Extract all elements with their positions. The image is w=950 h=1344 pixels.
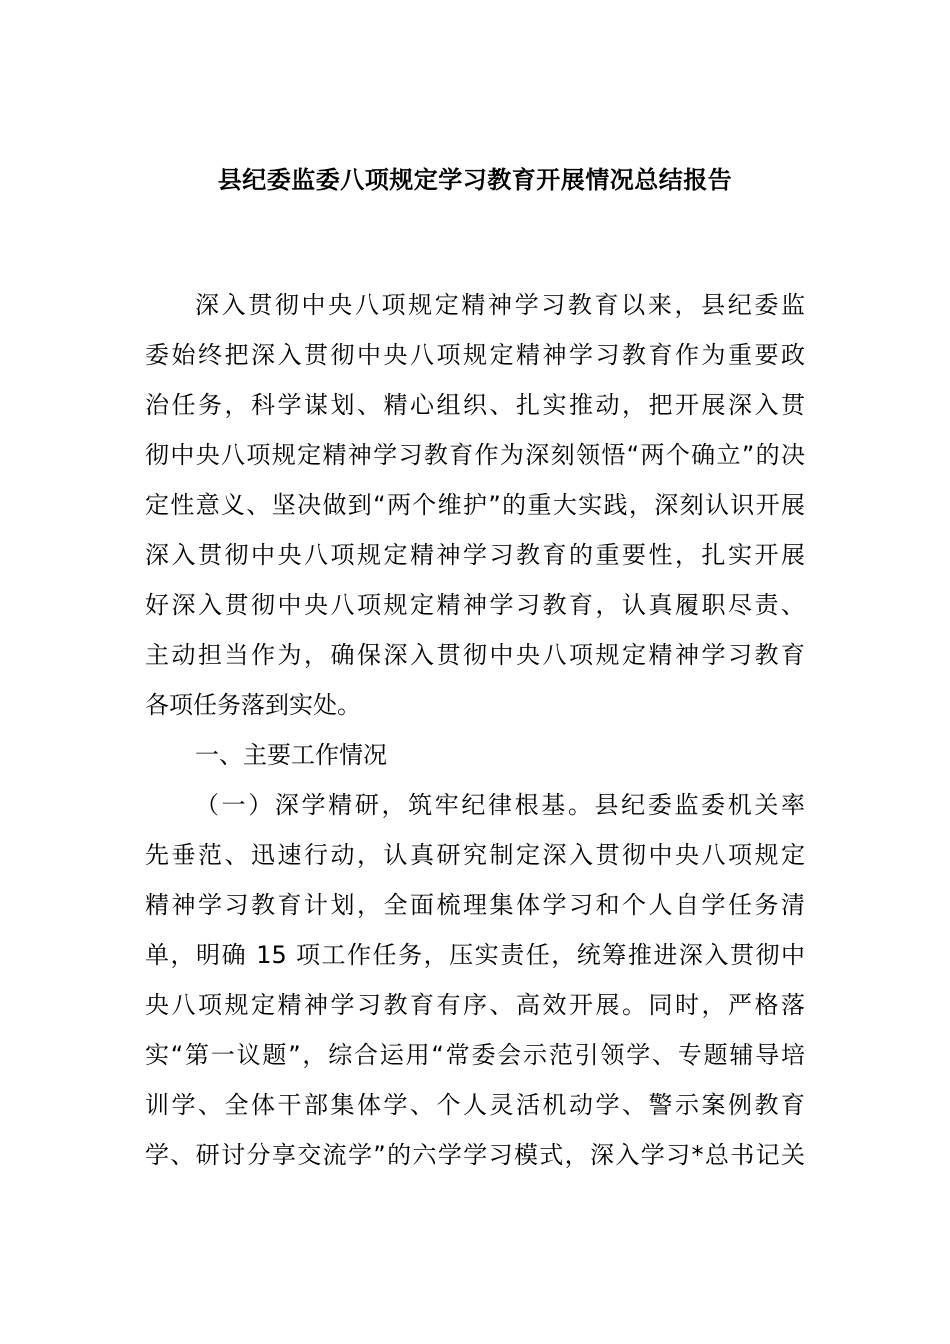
document-body (145, 280, 805, 1180)
intro-paragraph (145, 280, 805, 730)
paragraph-line: 治任务，科学谋划、精心组织、扎实推动，把开展深入贯 (145, 391, 805, 419)
paragraph-line: 深入贯彻中央八项规定精神学习教育以来，县纪委监 (195, 291, 805, 319)
paragraph-line: 先垂范、迅速行动，认真研究制定深入贯彻中央八项规定 (145, 841, 805, 869)
paragraph-line: 学、研讨分享交流学”的六学学习模式，深入学习*总书记关 (145, 1141, 805, 1169)
paragraph-line: 委始终把深入贯彻中央八项规定精神学习教育作为重要政 (145, 341, 805, 369)
paragraph-line: 训学、全体干部集体学、个人灵活机动学、警示案例教育 (145, 1091, 805, 1119)
paragraph-line: 彻中央八项规定精神学习教育作为深刻领悟“两个确立”的决 (145, 441, 805, 469)
section1-paragraph (145, 780, 805, 1180)
document-title: 县纪委监委八项规定学习教育开展情况总结报告 (217, 166, 733, 194)
paragraph-line: 单，明确 15 项工作任务，压实责任，统筹推进深入贯彻中 (145, 941, 805, 969)
paragraph-line: 央八项规定精神学习教育有序、高效开展。同时，严格落 (145, 991, 805, 1019)
paragraph-line: 定性意义、坚决做到“两个维护”的重大实践，深刻认识开展 (145, 491, 805, 519)
paragraph-line: 主动担当作为，确保深入贯彻中央八项规定精神学习教育 (145, 641, 805, 669)
paragraph-line: 深入贯彻中央八项规定精神学习教育的重要性，扎实开展 (145, 541, 805, 569)
paragraph-line: 精神学习教育计划，全面梳理集体学习和个人自学任务清 (145, 891, 805, 919)
paragraph-line: （一）深学精研，筑牢纪律根基。县纪委监委机关率 (195, 791, 805, 819)
section-heading: 一、主要工作情况 (195, 741, 387, 769)
paragraph-line: 各项任务落到实处。 (145, 691, 361, 719)
paragraph-line: 好深入贯彻中央八项规定精神学习教育，认真履职尽责、 (145, 591, 805, 619)
paragraph-line: 实“第一议题”，综合运用“常委会示范引领学、专题辅导培 (145, 1041, 805, 1069)
